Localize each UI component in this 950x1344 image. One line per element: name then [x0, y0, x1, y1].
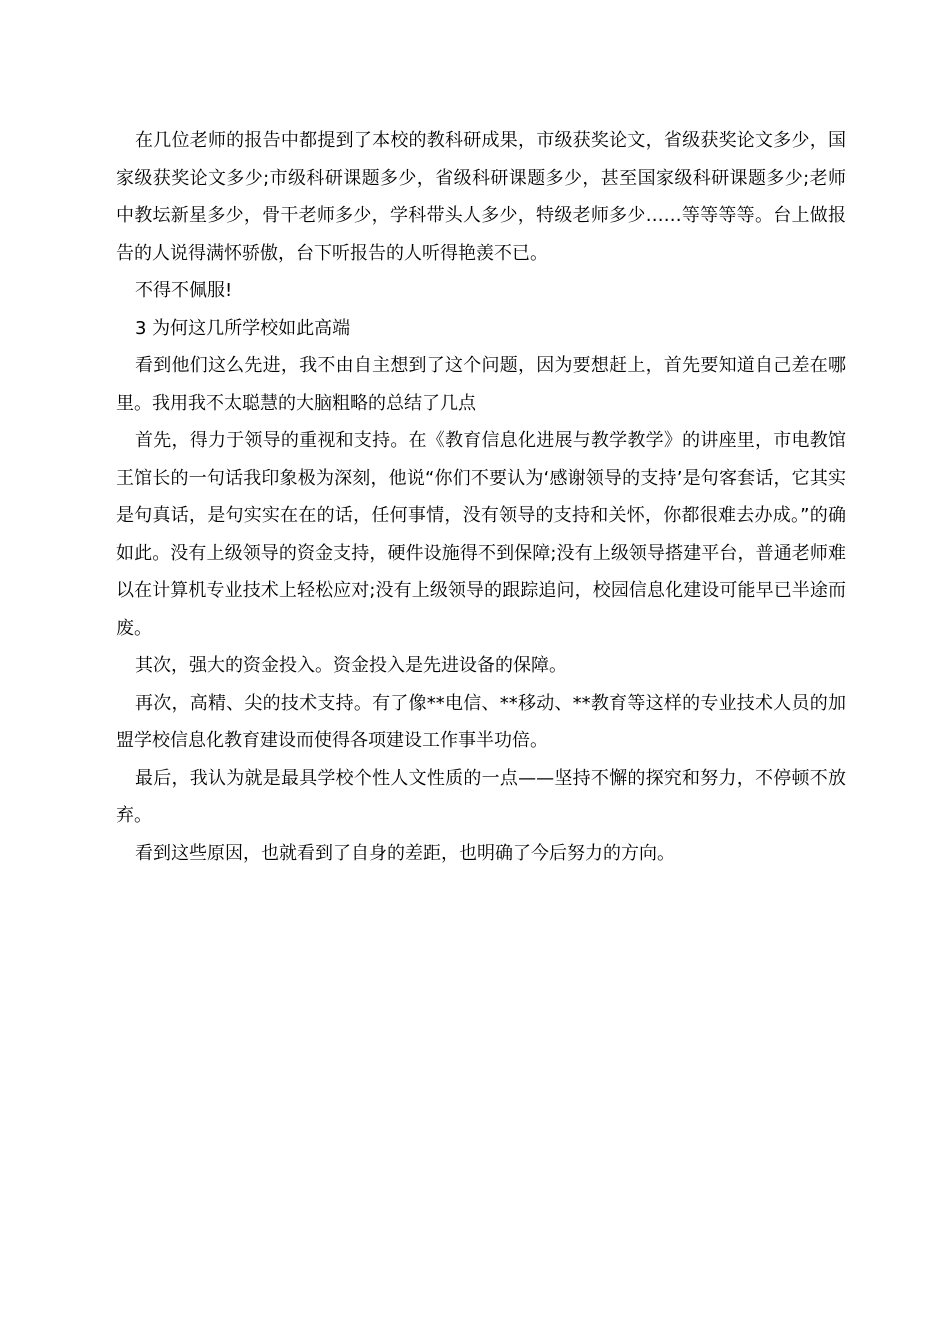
- paragraph-admiration: 不得不佩服!: [135, 280, 233, 301]
- paragraph-third-reason: 再次，高精、尖的技术支持。有了像**电信、**移动、**教育等这样的专业技术人员的加盟学校信息化教育建设而使得各项建设工作事半功倍。: [116, 692, 846, 751]
- document-body: [116, 122, 846, 872]
- paragraph-second-reason: 其次，强大的资金投入。资金投入是先进设备的保障。: [135, 655, 567, 676]
- paragraph-conclusion: 看到这些原因，也就看到了自身的差距，也明确了今后努力的方向。: [135, 842, 675, 864]
- paragraph-achievements: 在几位老师的报告中都提到了本校的教科研成果，市级获奖论文，省级获奖论文多少，国家级获奖论文多少;市级科研课题多少，省级科研课题多少，甚至国家级科研课题多少;老师中教坛新星多少，骨干老师多少，学科带头人多少，特级老师多少……等等等等。台上做报告的人说得满怀骄傲，台下听报告的人听得艳羡不已。: [116, 130, 846, 264]
- paragraph-last-reason: 最后，我认为就是最具学校个性人文性质的一点——坚持不懈的探究和努力，不停顿不放弃。: [116, 767, 846, 826]
- section-heading: 3 为何这几所学校如此高端: [135, 317, 351, 339]
- paragraph-reflection: 看到他们这么先进，我不由自主想到了这个问题，因为要想赶上，首先要知道自己差在哪里。我用我不太聪慧的大脑粗略的总结了几点: [116, 355, 846, 414]
- paragraph-first-reason: 首先，得力于领导的重视和支持。在《教育信息化进展与教学教学》的讲座里，市电教馆王馆长的一句话我印象极为深刻，他说“你们不要认为‘感谢领导的支持’是句客套话，它其实是句真话，是句实实在在的话，任何事情，没有领导的支持和关怀，你都很难去办成。”的确如此。没有上级领导的资金支持，硬件设施得不到保障;没有上级领导搭建平台，普通老师难以在计算机专业技术上轻松应对;没有上级领导的跟踪追问，校园信息化建设可能早已半途而废。: [116, 430, 846, 639]
